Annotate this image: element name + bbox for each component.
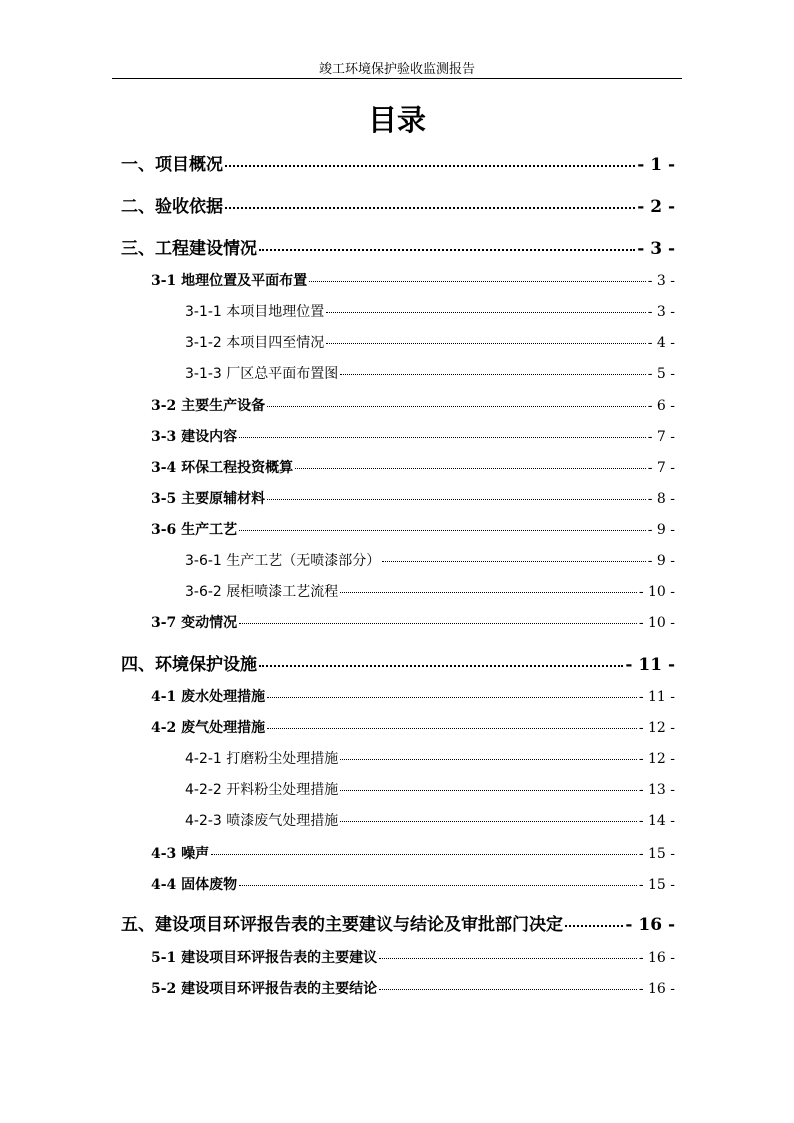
toc-entry-label: 3-6-2 展柜喷漆工艺流程 [185, 584, 339, 600]
toc-entry[interactable] [151, 270, 675, 290]
toc-entry[interactable] [121, 234, 675, 259]
toc-entry[interactable] [151, 947, 675, 967]
toc-entry-label: 4-2-1 打磨粉尘处理措施 [185, 751, 339, 767]
toc-page-number: - 3 - [647, 273, 675, 289]
toc-entry[interactable] [185, 550, 675, 570]
toc-leader-dots [267, 499, 646, 500]
toc-entry[interactable] [185, 301, 675, 321]
toc-entry-label: 3-1-1 本项目地理位置 [185, 304, 325, 320]
toc-page-number: - 7 - [647, 429, 675, 445]
toc-page-number: - 16 - [625, 915, 675, 935]
toc-leader-dots [382, 561, 645, 562]
toc-leader-dots [565, 925, 623, 927]
toc-leader-dots [340, 821, 637, 822]
toc-leader-dots [379, 989, 637, 990]
toc-page-number: - 11 - [638, 689, 675, 705]
toc-page-number: - 1 - [637, 155, 675, 175]
toc-entry-label: 3-1-3 厂区总平面布置图 [185, 366, 339, 382]
page-title: 目录 [367, 103, 426, 137]
toc-page-number: - 14 - [638, 813, 675, 829]
toc-leader-dots [225, 165, 635, 167]
toc-entry[interactable] [151, 395, 675, 415]
toc-entry[interactable] [121, 650, 675, 675]
toc-entry[interactable] [185, 332, 675, 352]
toc-leader-dots [267, 728, 637, 729]
toc-page-number: - 15 - [638, 846, 675, 862]
toc-entry-label: 3-7 变动情况 [151, 615, 238, 631]
toc-page-number: - 15 - [638, 877, 675, 893]
toc-page-number: - 10 - [638, 584, 675, 600]
toc-entry-label: 3-1 地理位置及平面布置 [151, 273, 308, 289]
toc-entry[interactable] [121, 910, 675, 935]
toc-page-number: - 16 - [638, 950, 675, 966]
toc-page-number: - 13 - [638, 782, 675, 798]
toc-entry-label: 一、项目概况 [121, 155, 223, 175]
toc-page-number: - 3 - [637, 239, 675, 259]
toc-entry-label: 4-4 固体废物 [151, 877, 238, 893]
toc-entry-label: 4-2 废气处理措施 [151, 720, 266, 736]
toc-entry[interactable] [151, 488, 675, 508]
toc-page-number: - 12 - [638, 720, 675, 736]
toc-leader-dots [211, 854, 637, 855]
toc-entry[interactable] [151, 874, 675, 894]
header-rule [112, 78, 682, 79]
toc-entry-label: 4-2-2 开料粉尘处理措施 [185, 782, 339, 798]
toc-leader-dots [309, 281, 646, 282]
toc-entry-label: 四、环境保护设施 [121, 655, 257, 675]
toc-entry-label: 4-2-3 喷漆废气处理措施 [185, 813, 339, 829]
toc-page-number: - 9 - [647, 522, 675, 538]
toc-entry[interactable] [151, 717, 675, 737]
toc-entry[interactable] [151, 843, 675, 863]
toc-page-number: - 12 - [638, 751, 675, 767]
toc-leader-dots [259, 665, 623, 667]
toc-leader-dots [239, 885, 637, 886]
toc-leader-dots [340, 790, 637, 791]
toc-page-number: - 7 - [647, 460, 675, 476]
toc-entry-label: 3-2 主要生产设备 [151, 398, 266, 414]
toc-entry-label: 4-3 噪声 [151, 846, 210, 862]
toc-leader-dots [340, 374, 645, 375]
toc-leader-dots [239, 437, 646, 438]
toc-page-number: - 8 - [647, 491, 675, 507]
toc-leader-dots [259, 249, 635, 251]
toc-leader-dots [267, 697, 637, 698]
toc-leader-dots [295, 468, 646, 469]
toc-entry[interactable] [151, 457, 675, 477]
toc-page-number: - 2 - [637, 197, 675, 217]
toc-entry[interactable] [121, 192, 675, 217]
header-title: 竣工环境保护验收监测报告 [318, 62, 475, 77]
toc-page-number: - 16 - [638, 981, 675, 997]
toc-entry[interactable] [185, 363, 675, 383]
toc-entry-label: 3-5 主要原辅材料 [151, 491, 266, 507]
toc-leader-dots [340, 592, 637, 593]
toc-entry-label: 5-2 建设项目环评报告表的主要结论 [151, 981, 378, 997]
toc-entry[interactable] [185, 748, 675, 768]
toc-leader-dots [267, 406, 646, 407]
toc-entry[interactable] [151, 519, 675, 539]
toc-leader-dots [239, 530, 646, 531]
toc-entry[interactable] [185, 810, 675, 830]
toc-page-number: - 5 - [647, 366, 675, 382]
toc-leader-dots [326, 343, 645, 344]
toc-leader-dots [225, 207, 635, 209]
toc-leader-dots [326, 312, 645, 313]
toc-leader-dots [379, 958, 637, 959]
toc-entry[interactable] [151, 978, 675, 998]
toc-entry-label: 3-6 生产工艺 [151, 522, 238, 538]
toc-leader-dots [340, 759, 637, 760]
toc-entry-label: 二、验收依据 [121, 197, 223, 217]
toc-entry-label: 3-4 环保工程投资概算 [151, 460, 294, 476]
toc-leader-dots [239, 623, 637, 624]
toc-page-number: - 3 - [647, 304, 675, 320]
toc-entry[interactable] [151, 426, 675, 446]
toc-entry-label: 3-3 建设内容 [151, 429, 238, 445]
toc-entry-label: 三、工程建设情况 [121, 239, 257, 259]
toc-page-number: - 4 - [647, 335, 675, 351]
toc-entry[interactable] [151, 686, 675, 706]
toc-entry-label: 5-1 建设项目环评报告表的主要建议 [151, 950, 378, 966]
toc-entry-label: 3-6-1 生产工艺（无喷漆部分） [185, 553, 381, 569]
toc-entry-label: 4-1 废水处理措施 [151, 689, 266, 705]
toc-entry[interactable] [185, 779, 675, 799]
toc-entry-label: 3-1-2 本项目四至情况 [185, 335, 325, 351]
toc-page-number: - 11 - [625, 655, 675, 675]
toc-entry[interactable] [121, 150, 675, 175]
toc-entry[interactable] [151, 612, 675, 632]
toc-entry-label: 五、建设项目环评报告表的主要建议与结论及审批部门决定 [121, 915, 563, 935]
toc-page-number: - 6 - [647, 398, 675, 414]
toc-page-number: - 9 - [647, 553, 675, 569]
toc-entry[interactable] [185, 581, 675, 601]
toc-page-number: - 10 - [638, 615, 675, 631]
